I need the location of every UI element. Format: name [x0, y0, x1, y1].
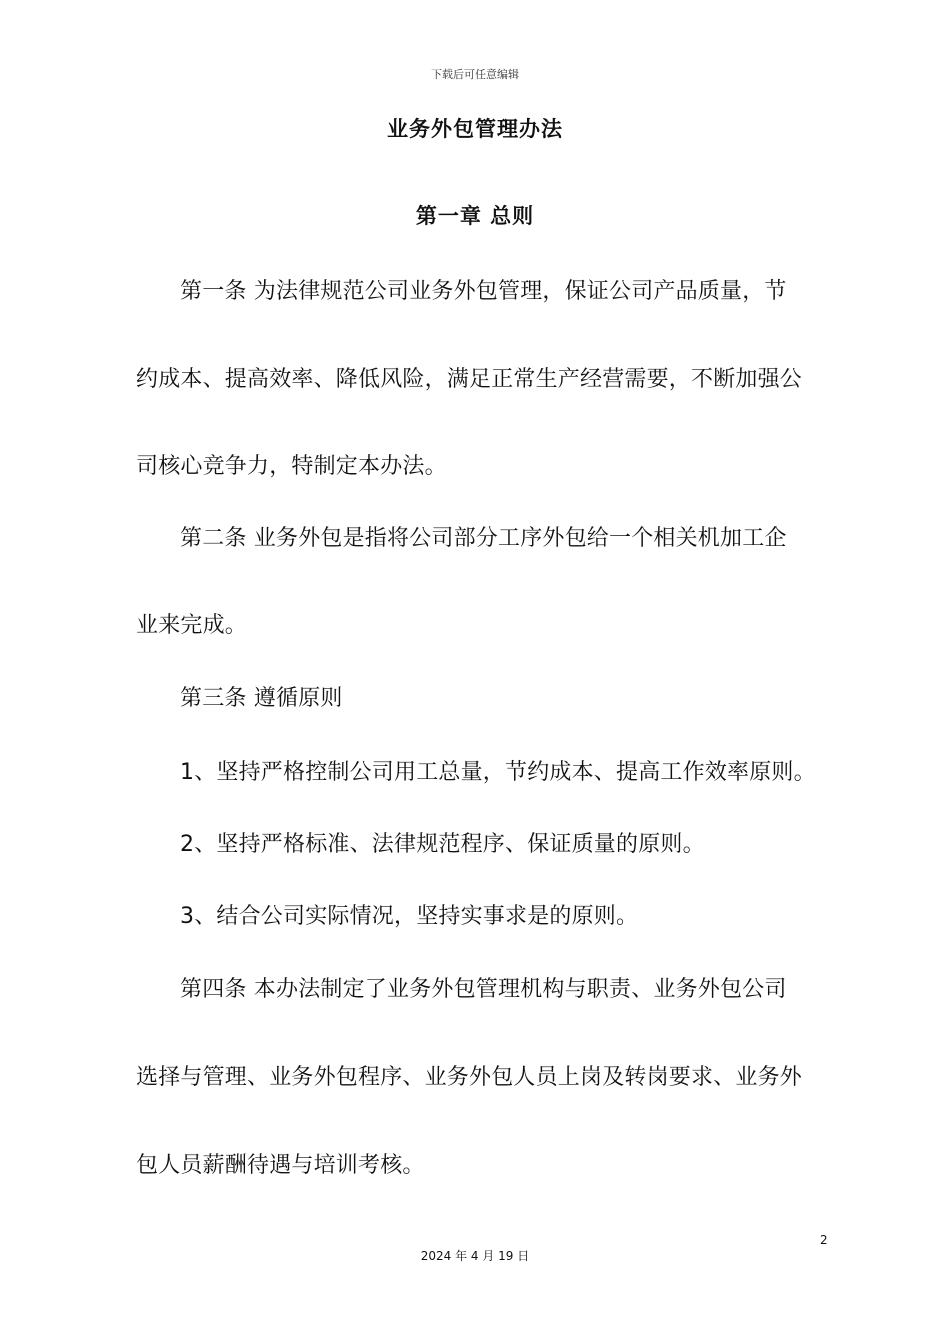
principle-item-2: 2、坚持严格标准、法律规范程序、保证质量的原则。: [180, 832, 705, 857]
article-4-line-2: 选择与管理、业务外包程序、业务外包人员上岗及转岗要求、业务外: [136, 1065, 803, 1090]
article-1-line-1: 第一条 为法律规范公司业务外包管理，保证公司产品质量，节: [180, 279, 787, 304]
article-4-line-3: 包人员薪酬待遇与培训考核。: [136, 1153, 425, 1178]
article-1-line-3: 司核心竞争力，特制定本办法。: [136, 454, 447, 479]
article-2-line-1: 第二条 业务外包是指将公司部分工序外包给一个相关机加工企: [180, 526, 787, 551]
chapter-title: 第一章 总则: [415, 204, 535, 228]
document-title: 业务外包管理办法: [387, 117, 563, 141]
principle-item-1: 1、坚持严格控制公司用工总量，节约成本、提高工作效率原则。: [180, 760, 816, 785]
article-3-heading: 第三条 遵循原则: [180, 686, 343, 711]
principle-item-3: 3、结合公司实际情况，坚持实事求是的原则。: [180, 904, 639, 929]
footer-date: 2024 年 4 月 19 日: [420, 1249, 530, 1263]
article-1-line-2: 约成本、提高效率、降低风险，满足正常生产经营需要，不断加强公: [136, 367, 803, 392]
article-4-line-1: 第四条 本办法制定了业务外包管理机构与职责、业务外包公司: [180, 977, 787, 1002]
page-number: 2: [820, 1233, 828, 1247]
header-note: 下载后可任意编辑: [431, 68, 519, 81]
article-2-line-2: 业来完成。: [136, 613, 248, 638]
